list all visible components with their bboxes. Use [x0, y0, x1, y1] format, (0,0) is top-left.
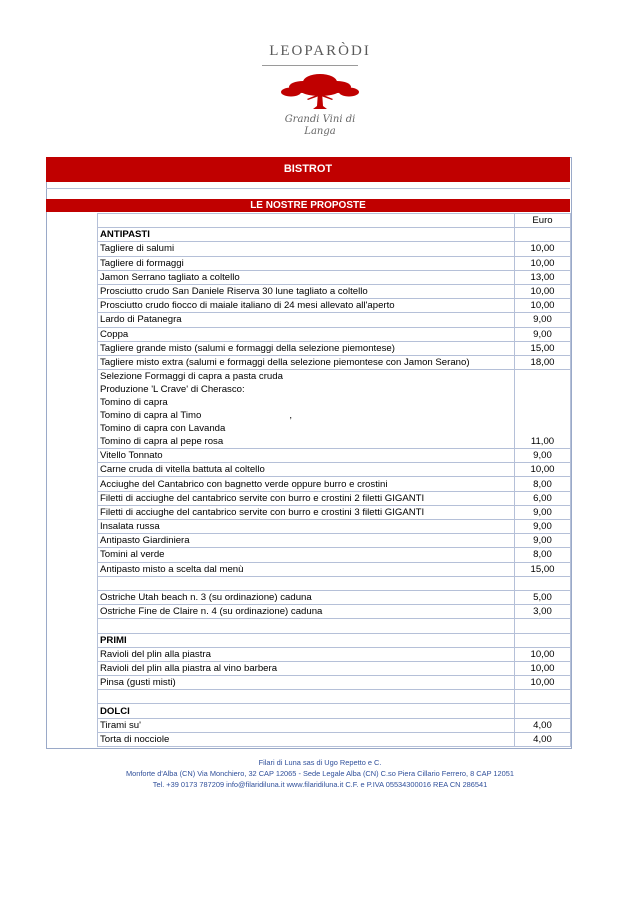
section-header-dolci — [98, 704, 571, 718]
item-name: Filetti di acciughe del cantabrico servite con burro e crostini 3 filetti GIGANTI — [98, 505, 515, 519]
item-price: 10,00 — [515, 661, 571, 675]
item-price: 18,00 — [515, 355, 571, 369]
bistrot-title-bar: BISTROT — [46, 157, 570, 182]
item-price: 15,00 — [515, 341, 571, 355]
tagline-line-2: Langa — [304, 126, 336, 137]
item-name: Tagliere di formaggi — [98, 256, 515, 270]
item-price: 6,00 — [515, 491, 571, 505]
item-name: Tirami su' — [98, 718, 515, 732]
item-price: 9,00 — [515, 449, 571, 463]
brand-tagline — [0, 114, 640, 138]
cheese-selection-description — [98, 370, 515, 449]
menu-item-row — [98, 313, 571, 327]
menu-item-row — [98, 463, 571, 477]
footer-company: Filari di Luna sas di Ugo Repetto e C. — [258, 758, 382, 767]
item-name: Coppa — [98, 327, 515, 341]
item-price: 10,00 — [515, 256, 571, 270]
item-name: Filetti di acciughe del cantabrico servite con burro e crostini 2 filetti GIGANTI — [98, 491, 515, 505]
spacer-row — [98, 576, 571, 590]
item-name: Carne cruda di vitella battuta al coltello — [98, 463, 515, 477]
menu-item-row — [98, 477, 571, 491]
item-name: Tagliere di salumi — [98, 242, 515, 256]
proposals-title-bar: LE NOSTRE PROPOSTE — [46, 199, 570, 212]
item-price: 9,00 — [515, 520, 571, 534]
cheese-line: Tomino di capra al pepe rosa — [100, 436, 224, 448]
section-title: DOLCI — [98, 704, 515, 718]
menu-item-row — [98, 355, 571, 369]
menu-item-row — [98, 299, 571, 313]
item-name: Prosciutto crudo fiocco di maiale italiano di 24 mesi allevato all'aperto — [98, 299, 515, 313]
item-name: Tagliere grande misto (salumi e formaggi della selezione piemontese) — [98, 341, 515, 355]
spacer-row — [98, 619, 571, 633]
menu-item-row — [98, 590, 571, 604]
item-name: Lardo di Patanegra — [98, 313, 515, 327]
footer-address: Monforte d'Alba (CN) Via Monchiero, 32 CAP 12065 - Sede Legale Alba (CN) C.so Piera Cillario Ferrero, 8 CAP 12051 — [126, 769, 514, 778]
section-header-antipasti — [98, 228, 571, 242]
item-name: Ostriche Fine de Claire n. 4 (su ordinazione) caduna — [98, 605, 515, 619]
tagline-line-1: Grandi Vini di — [284, 114, 356, 125]
menu-item-row — [98, 491, 571, 505]
item-price: 3,00 — [515, 605, 571, 619]
menu-item-row — [98, 327, 571, 341]
currency-label: Euro — [515, 214, 571, 228]
item-name: Ravioli del plin alla piastra — [98, 647, 515, 661]
menu-item-row — [98, 449, 571, 463]
cheese-line: Tomino di capra — [100, 397, 168, 409]
item-price: 10,00 — [515, 647, 571, 661]
item-name: Acciughe del Cantabrico con bagnetto verde oppure burro e crostini — [98, 477, 515, 491]
item-price: 10,00 — [515, 299, 571, 313]
cheese-line: Produzione 'L Crave' di Cherasco: — [100, 384, 245, 396]
item-price: 9,00 — [515, 534, 571, 548]
item-name: Prosciutto crudo San Daniele Riserva 30 lune tagliato a coltello — [98, 284, 515, 298]
item-price: 8,00 — [515, 548, 571, 562]
stray-mark: , — [289, 410, 292, 422]
item-name: Vitello Tonnato — [98, 449, 515, 463]
item-price: 13,00 — [515, 270, 571, 284]
spacer-row — [98, 690, 571, 704]
item-name: Jamon Serrano tagliato a coltello — [98, 270, 515, 284]
menu-item-row — [98, 732, 571, 746]
footer-contacts: Tel. +39 0173 787209 info@filaridiluna.it www.filaridiluna.it C.F. e P.IVA 05534300016 REA CN 286541 — [152, 780, 488, 789]
item-name: Tomini al verde — [98, 548, 515, 562]
item-price: 4,00 — [515, 732, 571, 746]
item-price: 4,00 — [515, 718, 571, 732]
menu-item-row — [98, 242, 571, 256]
menu-item-row — [98, 520, 571, 534]
item-name: Tagliere misto extra (salumi e formaggi della selezione piemontese con Jamon Serano) — [98, 355, 515, 369]
item-price: 9,00 — [515, 327, 571, 341]
cheese-line: Selezione Formaggi di capra a pasta cruda — [100, 371, 283, 383]
menu-item-row — [98, 341, 571, 355]
cheese-selection-row — [98, 370, 571, 449]
item-price: 8,00 — [515, 477, 571, 491]
item-name: Pinsa (gusti misti) — [98, 676, 515, 690]
menu-item-row — [98, 718, 571, 732]
footer — [0, 757, 640, 790]
menu-item-row — [98, 548, 571, 562]
menu-table — [97, 213, 571, 747]
menu-item-row — [98, 505, 571, 519]
section-header-primi — [98, 633, 571, 647]
item-price: 15,00 — [515, 562, 571, 576]
menu-item-row — [98, 270, 571, 284]
menu-item-row — [98, 284, 571, 298]
menu-item-row — [98, 647, 571, 661]
item-name: Antipasto Giardiniera — [98, 534, 515, 548]
header-divider — [46, 188, 570, 189]
section-title: PRIMI — [98, 633, 515, 647]
item-price: 10,00 — [515, 242, 571, 256]
menu-item-row — [98, 661, 571, 675]
item-name: Antipasto misto a scelta dal menù — [98, 562, 515, 576]
menu-item-row — [98, 534, 571, 548]
menu-item-row — [98, 256, 571, 270]
item-price: 10,00 — [515, 676, 571, 690]
item-name: Ostriche Utah beach n. 3 (su ordinazione) caduna — [98, 590, 515, 604]
tree-logo-icon — [279, 72, 361, 110]
menu-item-row — [98, 605, 571, 619]
cheese-line: Tomino di capra al Timo , — [100, 410, 292, 422]
section-title: ANTIPASTI — [98, 228, 515, 242]
item-price: 5,00 — [515, 590, 571, 604]
menu-item-row — [98, 676, 571, 690]
item-name: Insalata russa — [98, 520, 515, 534]
item-price: 9,00 — [515, 505, 571, 519]
item-price: 11,00 — [515, 370, 571, 449]
brand-divider — [262, 65, 358, 66]
item-price: 10,00 — [515, 284, 571, 298]
currency-row — [98, 214, 571, 228]
menu-item-row — [98, 562, 571, 576]
item-name: Ravioli del plin alla piastra al vino barbera — [98, 661, 515, 675]
cheese-line: Tomino di capra con Lavanda — [100, 423, 226, 435]
item-price: 9,00 — [515, 313, 571, 327]
item-price: 10,00 — [515, 463, 571, 477]
brand-name: LEOPARÒDI — [269, 43, 371, 59]
item-name: Torta di nocciole — [98, 732, 515, 746]
